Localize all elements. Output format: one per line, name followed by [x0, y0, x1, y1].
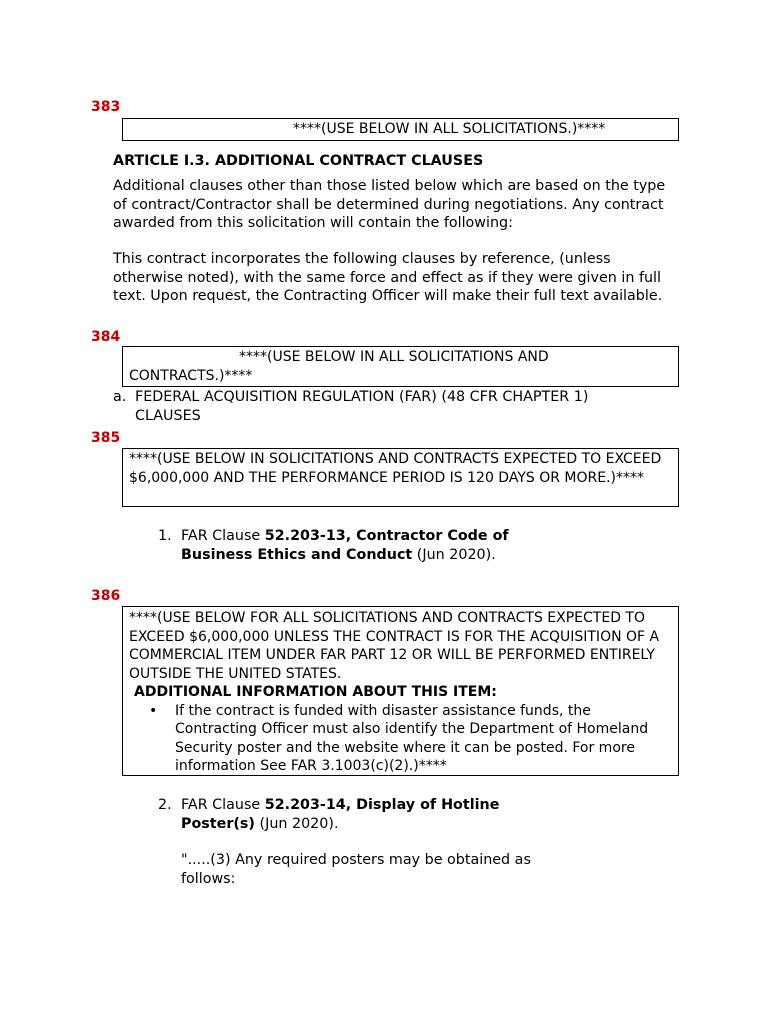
article-heading: ARTICLE I.3. ADDITIONAL CONTRACT CLAUSES [113, 153, 484, 169]
bullet-icon: • [149, 702, 158, 719]
line-number-384: 384 [91, 329, 121, 345]
clause-2-number-title: 52.203-14, Display of Hotline [264, 797, 500, 813]
article-paragraph-1: Additional clauses other than those listed below which are based on the type of contract/Contractor shall be determined during negotiations. Any contract awarded from this solicitation will contain the following: [113, 178, 666, 231]
section-a-title [135, 388, 675, 425]
line-number-383: 383 [91, 99, 121, 115]
instruction-text-383: ****(USE BELOW IN ALL SOLICITATIONS.)**** [293, 121, 606, 137]
clause-1-text [181, 527, 581, 564]
instruction-box-385 [122, 448, 679, 507]
clause-1-marker: 1. [158, 528, 172, 544]
instruction-text-385: ****(USE BELOW IN SOLICITATIONS AND CONTRACTS EXPECTED TO EXCEED $6,000,000 AND THE PERFORMANCE PERIOD IS 120 DAYS OR MORE.)**** [129, 451, 662, 486]
line-number-385: 385 [91, 430, 121, 446]
clause-2-quote-line2: follows: [181, 870, 236, 887]
clause-2-prefix: FAR Clause [181, 797, 265, 813]
instruction-box-386 [122, 606, 679, 776]
info-bullet-item [129, 702, 672, 776]
article-paragraph-2: This contract incorporates the following clauses by reference, (unless otherwise noted), with the same force and effect as if they were given in full text. Upon request, the Contracting Officer will make their full text available. [113, 251, 663, 304]
info-bullet-text: If the contract is funded with disaster assistance funds, the Contracting Officer must also identify the Department of Homeland Security poster and the website where it can be posted. For more information See FAR 3.1003(c)(2).)**** [175, 702, 649, 774]
clause-1-number-title: 52.203-13, Contractor Code of [264, 528, 509, 544]
instruction-box-383 [122, 118, 679, 141]
line-number-386: 386 [91, 588, 121, 604]
instruction-text-386: ****(USE BELOW FOR ALL SOLICITATIONS AND CONTRACTS EXPECTED TO EXCEED $6,000,000 UNLESS THE CONTRACT IS FOR THE ACQUISITION OF A COMMERCIAL ITEM UNDER FAR PART 12 OR WILL BE PERFORMED ENTIRELY OUTSIDE THE UNITED STATES. [129, 610, 660, 682]
clause-2-quote-line1: ".....(3) Any required posters may be obtained as [181, 852, 531, 868]
instruction-text-384-line1: ****(USE BELOW IN ALL SOLICITATIONS AND [239, 349, 549, 365]
section-a-title-line2: CLAUSES [135, 407, 201, 424]
clause-2-title-cont: Poster(s) [181, 815, 255, 832]
clause-2-marker: 2. [158, 797, 172, 813]
clause-1-prefix: FAR Clause [181, 528, 265, 544]
clause-1-date: (Jun 2020). [412, 546, 496, 563]
section-a-title-line1: FEDERAL ACQUISITION REGULATION (FAR) (48 CFR CHAPTER 1) [135, 389, 589, 405]
clause-1-title-cont: Business Ethics and Conduct [181, 546, 413, 563]
instruction-box-384 [122, 346, 679, 387]
instruction-text-384-line2: CONTRACTS.)**** [129, 367, 253, 384]
clause-2-quote [181, 851, 601, 888]
additional-info-heading: ADDITIONAL INFORMATION ABOUT THIS ITEM: [134, 684, 497, 700]
clause-2-date: (Jun 2020). [254, 815, 339, 832]
section-a-marker: a. [113, 389, 127, 405]
clause-2-text [181, 796, 601, 833]
